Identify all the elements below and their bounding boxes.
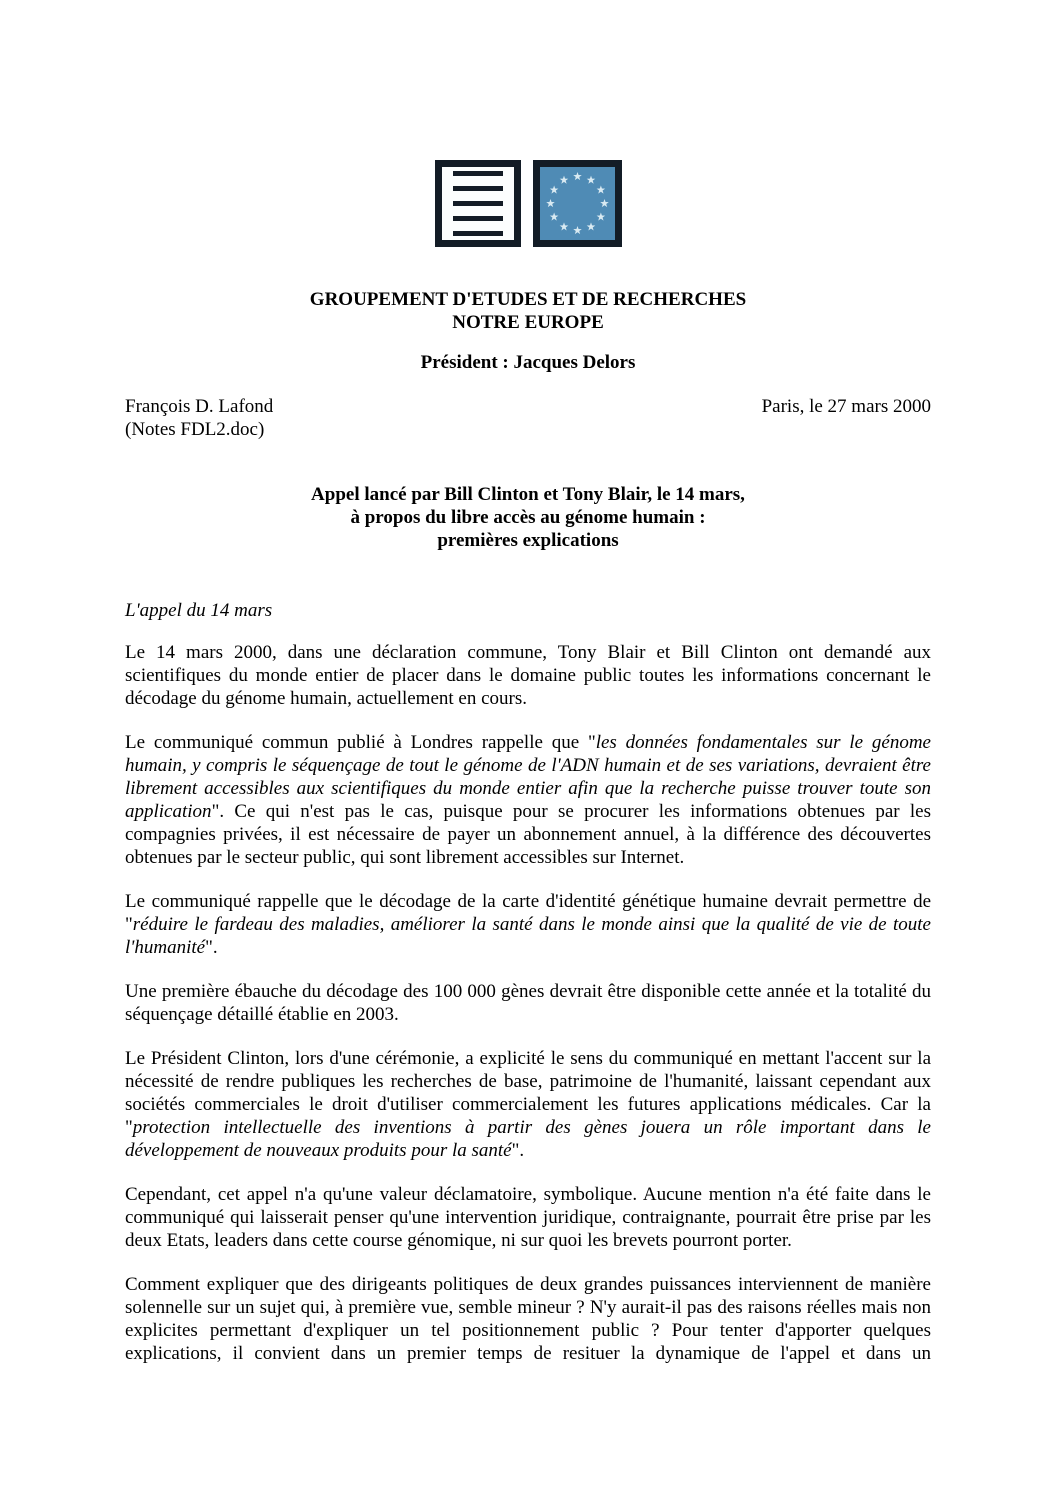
- paragraph-2: Le communiqué commun publié à Londres rappelle que "les données fondamentales sur le génome humain, y compris le séquençage de tout le génome de l'ADN humain et de ses variations, devraient être librement accessibles aux scientifiques du monde entier afin que la recherche puisse trouver toute son application". Ce qui n'est pas le cas, puisque pour se procurer les informations obtenues par les compagnies privées, il est nécessaire de payer un abonnement annuel, à la différence des découvertes obtenues par le secteur public, qui sont librement accessibles sur Internet.: [125, 732, 931, 868]
- author-block: [125, 395, 273, 441]
- org-name-line2: NOTRE EUROPE: [452, 312, 604, 333]
- org-name-line1: GROUPEMENT D'ETUDES ET DE RECHERCHES: [309, 289, 747, 310]
- document-title-line1: Appel lancé par Bill Clinton et Tony Blair, le 14 mars,: [311, 484, 745, 505]
- file-note: (Notes FDL2.doc): [125, 419, 265, 440]
- document-icon-bar: [453, 171, 503, 176]
- eu-stars-flag-icon: [533, 160, 622, 247]
- author-name: François D. Lafond: [125, 396, 274, 417]
- document-lines-icon: [435, 160, 521, 247]
- paragraph-7: Comment expliquer que des dirigeants politiques de deux grandes puissances interviennent de manière solennelle sur un sujet qui, à première vue, semble mineur ? N'y aurait-il pas des raisons réelles mais non explicites permettant d'expliquer un tel positionnement public ? Pour tenter d'apporter quelques explications, il convient dans un premier temps de resituer la dynamique de l'appel et dans un: [125, 1274, 931, 1364]
- document-icon-bar: [453, 231, 503, 236]
- paragraph-4: Une première ébauche du décodage des 100 000 gènes devrait être disponible cette année et la totalité du séquençage détaillé établie en 2003.: [125, 981, 931, 1025]
- org-logo: [125, 160, 931, 247]
- document-icon-bar: [453, 201, 503, 206]
- paragraph-1: Le 14 mars 2000, dans une déclaration commune, Tony Blair et Bill Clinton ont demandé aux scientifiques du monde entier de placer dans le domaine public toutes les informations concernant le décodage du génome humain, actuellement en cours.: [125, 642, 931, 709]
- byline-row: [125, 395, 931, 441]
- document-title-line3: premières explications: [437, 530, 619, 551]
- president-line: Président : Jacques Delors: [420, 352, 636, 373]
- section-heading: L'appel du 14 mars: [125, 600, 273, 621]
- paragraph-5: Le Président Clinton, lors d'une cérémonie, a explicité le sens du communiqué en mettant l'accent sur la nécessité de rendre publiques les recherches de base, patrimoine de l'humanité, laissant cependant aux sociétés commerciales le droit d'utiliser commercialement les futures applications médicales. Car la "protection intellectuelle des inventions à partir des gènes jouera un rôle important dans le développement de nouveaux produits pour la santé".: [125, 1048, 931, 1161]
- org-name: [125, 288, 931, 334]
- document-title-line2: à propos du libre accès au génome humain :: [350, 507, 706, 528]
- document-title: [125, 483, 931, 552]
- document-icon-bar: [453, 216, 503, 221]
- dateline: Paris, le 27 mars 2000: [761, 396, 931, 417]
- paragraph-3: Le communiqué rappelle que le décodage de la carte d'identité génétique humaine devrait permettre de "réduire le fardeau des maladies, améliorer la santé dans le monde ainsi que la qualité de vie de toute l'humanité".: [125, 891, 931, 958]
- document-icon-bar: [453, 186, 503, 191]
- paragraph-6: Cependant, cet appel n'a qu'une valeur déclamatoire, symbolique. Aucune mention n'a été faite dans le communiqué qui laisserait penser qu'une intervention juridique, contraignante, pourrait être prise par les deux Etats, leaders dans cette course génomique, ni sur quoi les brevets pourront porter.: [125, 1184, 931, 1251]
